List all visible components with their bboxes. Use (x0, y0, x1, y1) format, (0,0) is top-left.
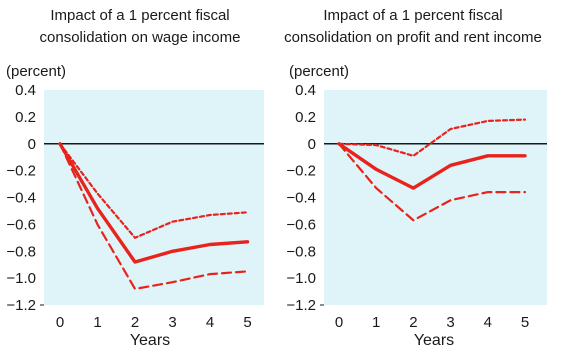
panel-1-xtick-2: 2 (130, 314, 140, 331)
panel-2-ytick-3: −0.2 (286, 162, 316, 180)
panel-2-xtick-1: 1 (372, 314, 381, 331)
panel-2-x-axis-label: Years (413, 332, 455, 349)
panel-1-xtick-4: 4 (205, 314, 215, 331)
panel-1-ytick-4: −0.4 (6, 189, 36, 207)
panel-2-xtick-2: 2 (409, 314, 418, 331)
panel-1-ytick-3: −0.2 (6, 162, 36, 180)
panel-2-xtick-4: 4 (483, 314, 492, 331)
panel-1-ytick-5: −0.6 (6, 216, 36, 234)
panel-2-xtick-0: 0 (334, 314, 344, 331)
panel-1-ytick-0: 0.4 (15, 82, 36, 99)
panel-2-xtick-5: 5 (520, 314, 530, 331)
panel-2-ytick-4: −0.4 (286, 189, 316, 207)
panel-2-ytick-2: 0 (307, 135, 316, 153)
panel-1-ytick-1: 0.2 (15, 108, 36, 126)
panel-1-title-line-2: consolidation on wage income (39, 29, 241, 46)
panel-1-ytick-8: −1.2 (6, 297, 36, 314)
panel-2-unit-label: (percent) (289, 63, 350, 80)
panel-2-ytick-0: 0.4 (295, 82, 316, 99)
panel-2-xtick-3: 3 (446, 314, 455, 331)
panel-2-title-line-2: consolidation on profit and rent income (284, 29, 542, 46)
panel-2-ytick-6: −0.8 (286, 243, 316, 261)
panel-2-ytick-1: 0.2 (295, 108, 316, 126)
panel-2-ytick-7: −1.0 (286, 270, 316, 288)
panel-1-xtick-0: 0 (55, 314, 65, 331)
panel-1-x-axis-label: Years (129, 332, 171, 349)
panel-2-plot-area (324, 90, 547, 305)
panel-1-ytick-7: −1.0 (6, 270, 36, 288)
panel-2-ytick-5: −0.6 (286, 216, 316, 234)
panel-1-unit-label: (percent) (6, 63, 67, 80)
panel-1-xtick-3: 3 (168, 314, 177, 331)
panel-1-xtick-1: 1 (93, 314, 102, 331)
panel-2-title-line-1: Impact of a 1 percent fiscal (323, 7, 503, 24)
panel-1-ytick-6: −0.8 (6, 243, 36, 261)
panel-2-ytick-8: −1.2 (286, 297, 316, 314)
panel-1-xtick-5: 5 (243, 314, 252, 331)
panel-1-title-line-1: Impact of a 1 percent fiscal (50, 7, 230, 24)
panel-1-ytick-2: 0 (27, 135, 36, 153)
